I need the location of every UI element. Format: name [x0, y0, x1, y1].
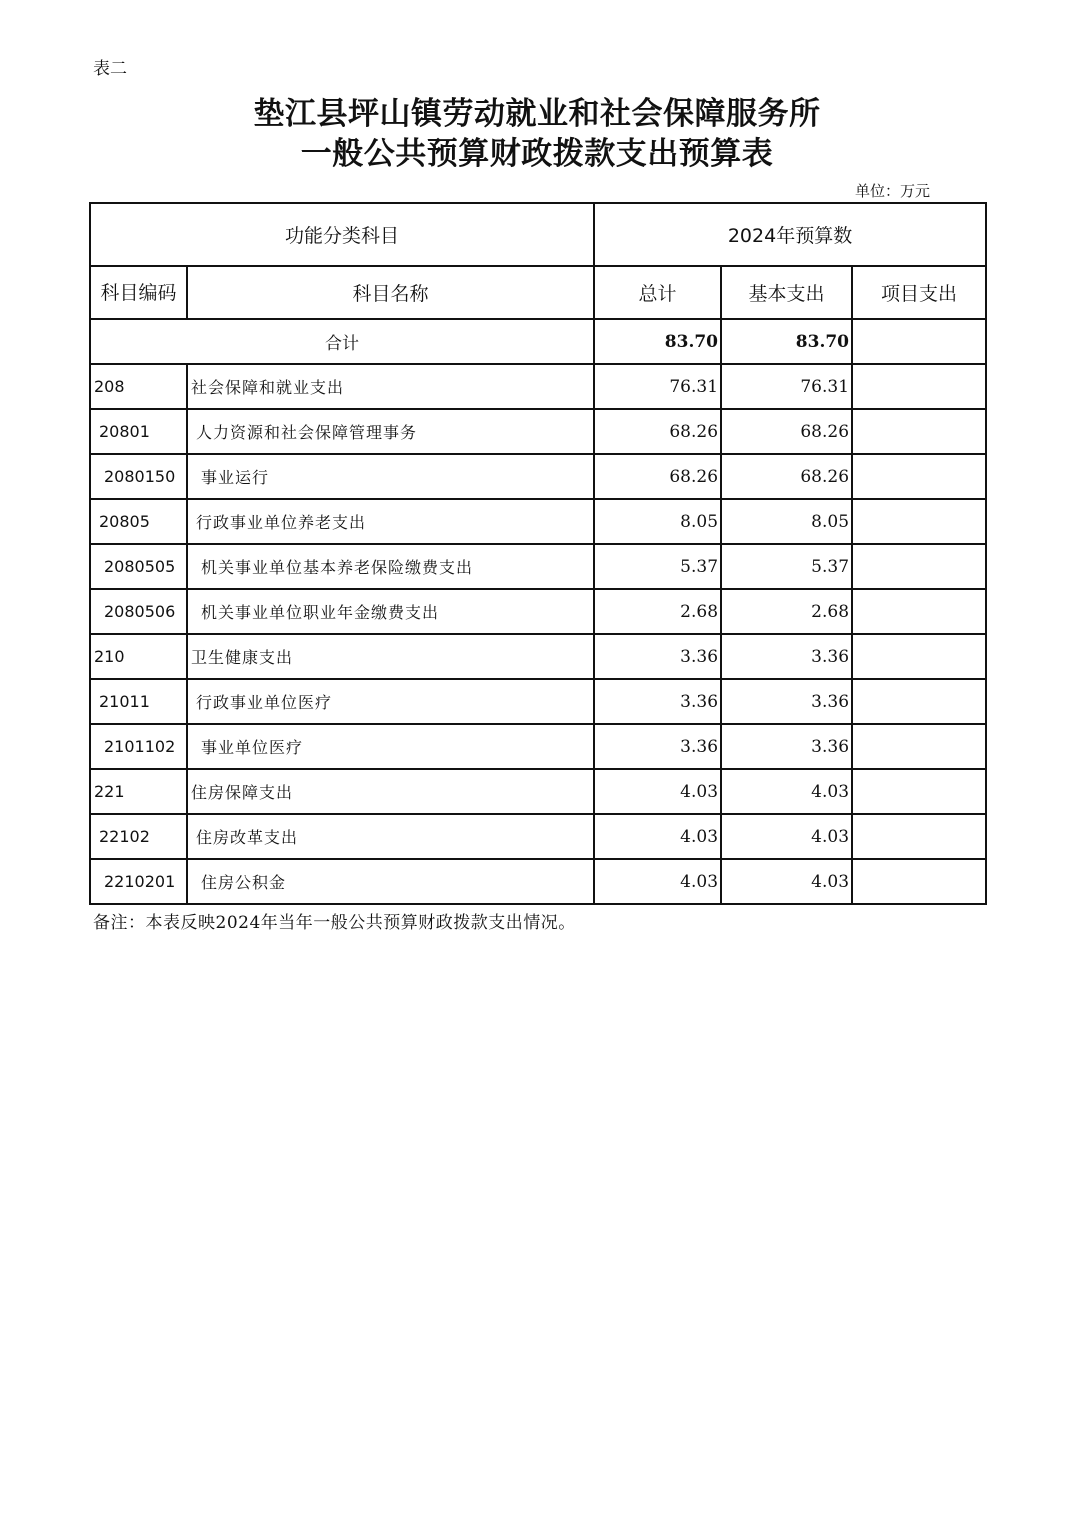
row-total: 8.05	[594, 499, 721, 544]
row-basic: 4.03	[721, 769, 852, 814]
page-title-line2: 一般公共预算财政拨款支出预算表	[300, 136, 774, 172]
row-code: 2080506	[90, 589, 187, 634]
row-project	[852, 364, 986, 409]
row-total: 4.03	[594, 769, 721, 814]
table-row	[90, 409, 986, 454]
row-total: 4.03	[594, 814, 721, 859]
table-row	[90, 814, 986, 859]
row-basic: 5.37	[721, 544, 852, 589]
table-row	[90, 724, 986, 769]
table-row	[90, 589, 986, 634]
row-name: 事业运行	[187, 454, 594, 499]
column-header-total: 总计	[594, 266, 721, 319]
table-row	[90, 454, 986, 499]
row-total: 76.31	[594, 364, 721, 409]
group-header-budget: 2024年预算数	[594, 203, 986, 266]
page-title-line1: 垫江县坪山镇劳动就业和社会保障服务所	[253, 96, 821, 132]
row-name: 住房改革支出	[187, 814, 594, 859]
row-name: 卫生健康支出	[187, 634, 594, 679]
row-name: 社会保障和就业支出	[187, 364, 594, 409]
row-total: 68.26	[594, 454, 721, 499]
column-header-name: 科目名称	[187, 266, 594, 319]
row-basic: 68.26	[721, 409, 852, 454]
column-header-row	[90, 266, 986, 319]
row-project	[852, 634, 986, 679]
row-name: 机关事业单位职业年金缴费支出	[187, 589, 594, 634]
row-basic: 8.05	[721, 499, 852, 544]
row-basic: 2.68	[721, 589, 852, 634]
row-basic: 4.03	[721, 859, 852, 904]
column-header-basic: 基本支出	[721, 266, 852, 319]
row-name: 事业单位医疗	[187, 724, 594, 769]
row-project	[852, 454, 986, 499]
row-basic: 3.36	[721, 724, 852, 769]
row-project	[852, 814, 986, 859]
row-total: 3.36	[594, 679, 721, 724]
column-header-code: 科目编码	[90, 266, 187, 319]
row-project	[852, 544, 986, 589]
row-total: 5.37	[594, 544, 721, 589]
group-header-functional: 功能分类科目	[90, 203, 594, 266]
total-basic: 83.70	[721, 319, 852, 364]
table-row	[90, 499, 986, 544]
row-name: 住房保障支出	[187, 769, 594, 814]
row-project	[852, 589, 986, 634]
row-code: 21011	[90, 679, 187, 724]
total-sum: 83.70	[594, 319, 721, 364]
total-project	[852, 319, 986, 364]
row-code: 2101102	[90, 724, 187, 769]
table-row	[90, 634, 986, 679]
row-basic: 4.03	[721, 814, 852, 859]
group-header-row	[90, 203, 986, 266]
row-name: 住房公积金	[187, 859, 594, 904]
row-basic: 3.36	[721, 634, 852, 679]
total-label: 合计	[90, 319, 594, 364]
row-name: 人力资源和社会保障管理事务	[187, 409, 594, 454]
total-row	[90, 319, 986, 364]
row-total: 3.36	[594, 634, 721, 679]
row-code: 2080150	[90, 454, 187, 499]
row-name: 行政事业单位医疗	[187, 679, 594, 724]
table-row	[90, 544, 986, 589]
budget-table	[89, 202, 987, 905]
row-name: 机关事业单位基本养老保险缴费支出	[187, 544, 594, 589]
row-basic: 3.36	[721, 679, 852, 724]
row-code: 20801	[90, 409, 187, 454]
row-code: 2080505	[90, 544, 187, 589]
row-project	[852, 679, 986, 724]
row-project	[852, 859, 986, 904]
table-row	[90, 364, 986, 409]
row-basic: 76.31	[721, 364, 852, 409]
footnote: 备注：本表反映2024年当年一般公共预算财政拨款支出情况。	[93, 913, 576, 933]
row-project	[852, 724, 986, 769]
row-total: 3.36	[594, 724, 721, 769]
table-row	[90, 859, 986, 904]
row-name: 行政事业单位养老支出	[187, 499, 594, 544]
row-project	[852, 499, 986, 544]
table-row	[90, 679, 986, 724]
row-code: 208	[90, 364, 187, 409]
table-row	[90, 769, 986, 814]
unit-label: 单位：万元	[855, 182, 931, 200]
row-code: 221	[90, 769, 187, 814]
row-project	[852, 409, 986, 454]
table-label: 表二	[93, 59, 127, 79]
row-code: 210	[90, 634, 187, 679]
column-header-project: 项目支出	[852, 266, 986, 319]
row-total: 4.03	[594, 859, 721, 904]
row-project	[852, 769, 986, 814]
row-total: 68.26	[594, 409, 721, 454]
row-code: 22102	[90, 814, 187, 859]
row-basic: 68.26	[721, 454, 852, 499]
row-code: 20805	[90, 499, 187, 544]
row-code: 2210201	[90, 859, 187, 904]
row-total: 2.68	[594, 589, 721, 634]
